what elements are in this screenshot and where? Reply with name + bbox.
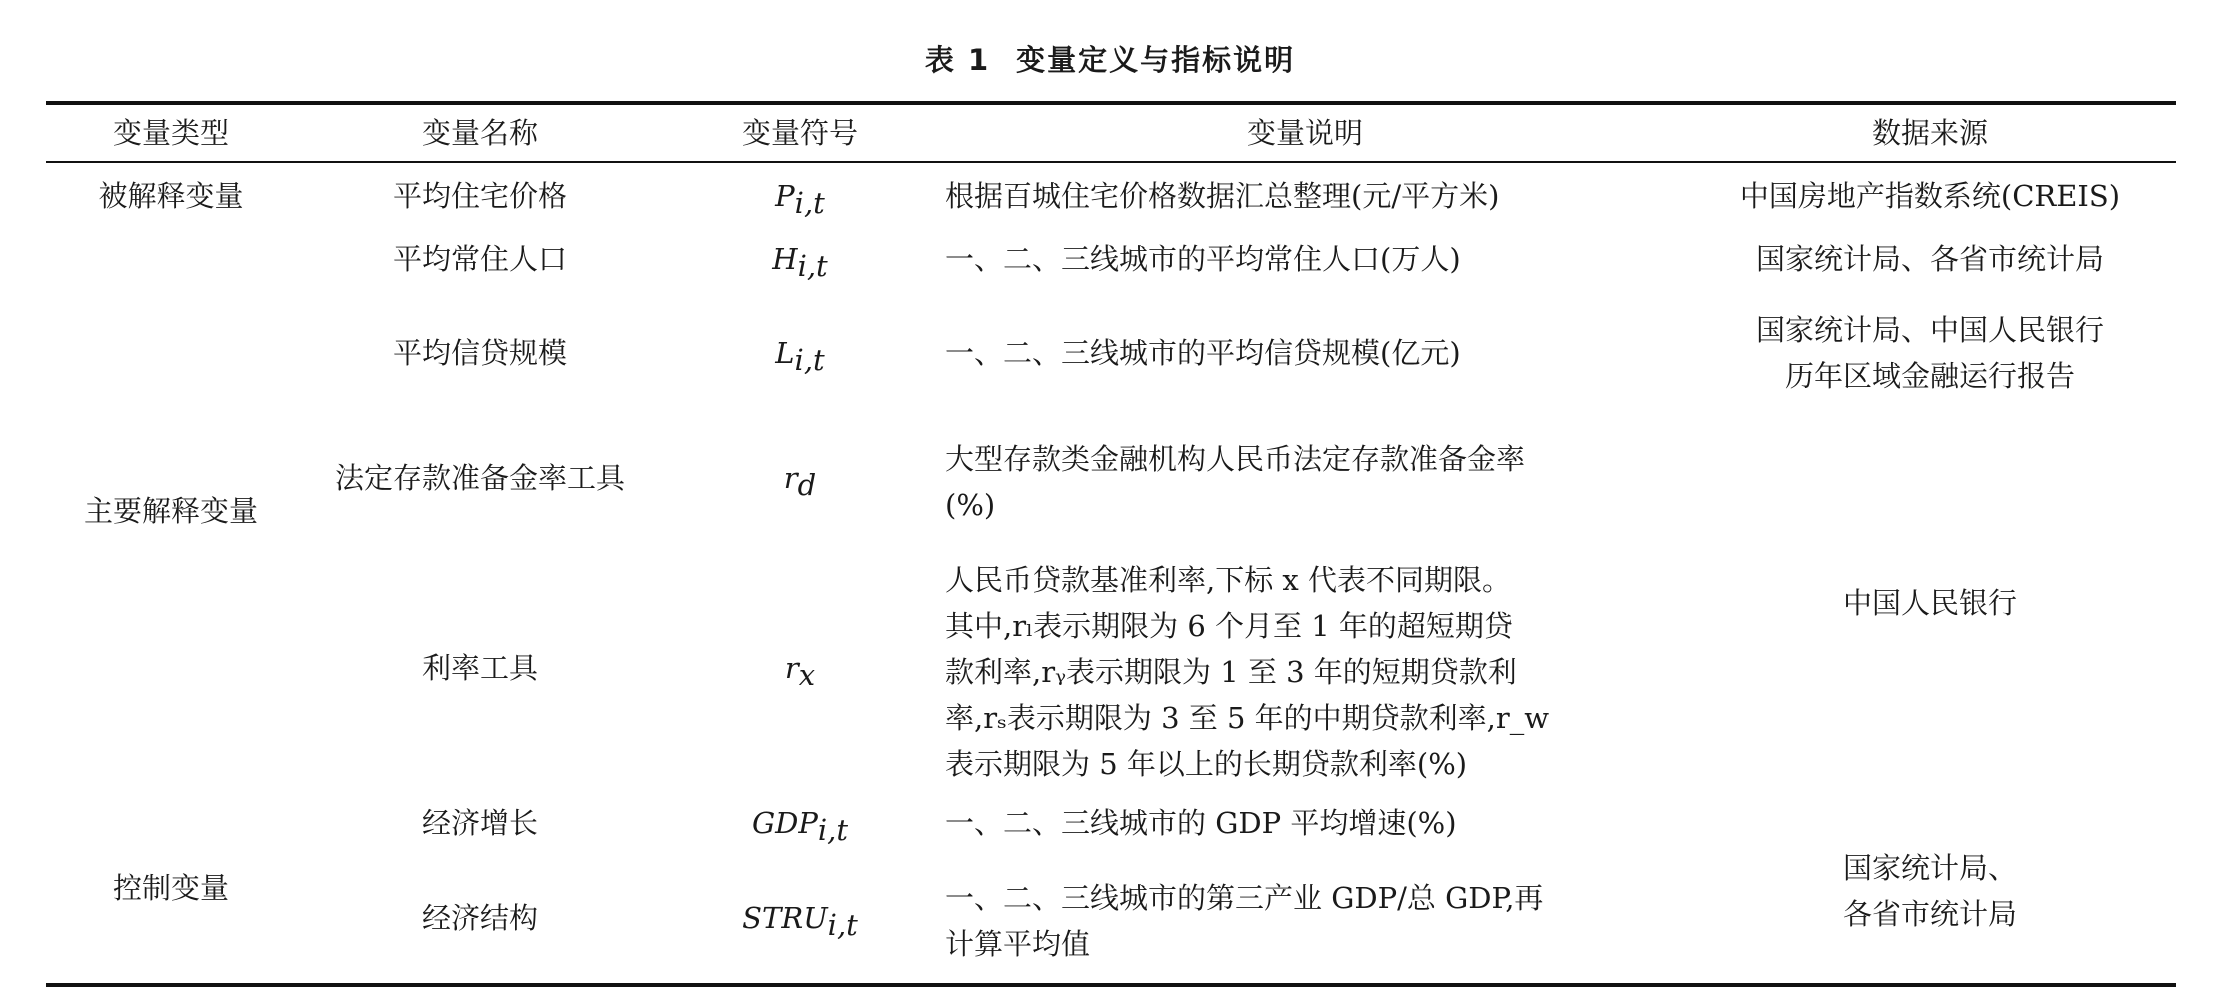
top-rule <box>46 101 2176 105</box>
row-symbol: $r_d$ <box>783 461 817 502</box>
header-rule <box>46 161 2176 163</box>
row-name: 法定存款准备金率工具 <box>334 461 625 495</box>
group-control: 控制变量 <box>112 871 229 905</box>
row-symbol: $P_{i,t}$ <box>775 179 825 220</box>
row-name: 平均住宅价格 <box>392 179 567 213</box>
header-name: 变量名称 <box>421 116 538 150</box>
row-description: 一、二、三线城市的平均常住人口(万人) <box>945 242 1461 276</box>
table-caption <box>0 38 2220 79</box>
header-description: 变量说明 <box>1246 116 1363 150</box>
row-source: 国家统计局、中国人民银行 历年区域金融运行报告 <box>1755 313 2104 393</box>
header-symbol: 变量符号 <box>741 116 858 150</box>
row-description: 一、二、三线城市的平均信贷规模(亿元) <box>945 336 1461 370</box>
header-source: 数据来源 <box>1871 116 1988 150</box>
row-name: 经济结构 <box>421 901 538 935</box>
row-description: 大型存款类金融机构人民币法定存款准备金率 (%) <box>945 442 1526 522</box>
row-symbol: $r_x$ <box>784 651 816 692</box>
row-description: 一、二、三线城市的 GDP 平均增速(%) <box>945 806 1457 840</box>
row-description: 根据百城住宅价格数据汇总整理(元/平方米) <box>945 179 1500 213</box>
row-symbol: $H_{i,t}$ <box>772 242 828 283</box>
table-title: 变量定义与指标说明 <box>1016 43 1296 77</box>
row-symbol: $STRU_{i,t}$ <box>742 901 858 942</box>
row-source: 国家统计局、 各省市统计局 <box>1842 851 2017 931</box>
row-source: 国家统计局、各省市统计局 <box>1755 242 2104 276</box>
row-symbol: $GDP_{i,t}$ <box>751 806 849 847</box>
row-description: 一、二、三线城市的第三产业 GDP/总 GDP,再 计算平均值 <box>945 881 1544 961</box>
row-symbol: $L_{i,t}$ <box>775 336 825 377</box>
row-name: 平均信贷规模 <box>392 336 567 370</box>
table-number: 表 1 <box>924 43 991 77</box>
bottom-rule <box>46 983 2176 987</box>
row-name: 利率工具 <box>421 651 538 685</box>
group-dependent: 被解释变量 <box>98 179 244 213</box>
header-type: 变量类型 <box>112 116 229 150</box>
row-source: 中国人民银行 <box>1842 586 2017 620</box>
row-description: 人民币贷款基准利率,下标 x 代表不同期限。 其中,rₗ表示期限为 6 个月至 1 年的超短期贷 款利率,rᵧ表示期限为 1 至 3 年的短期贷款利 率,rₛ表示期限为 3 至 5 年的中期贷款利率,r_w 表示期限为 5 年以上的长期贷款利率(%) <box>945 563 1550 781</box>
row-name: 平均常住人口 <box>392 242 567 276</box>
group-main-explanatory: 主要解释变量 <box>83 494 258 528</box>
row-source: 中国房地产指数系统(CREIS) <box>1739 179 2121 213</box>
row-name: 经济增长 <box>421 806 538 840</box>
